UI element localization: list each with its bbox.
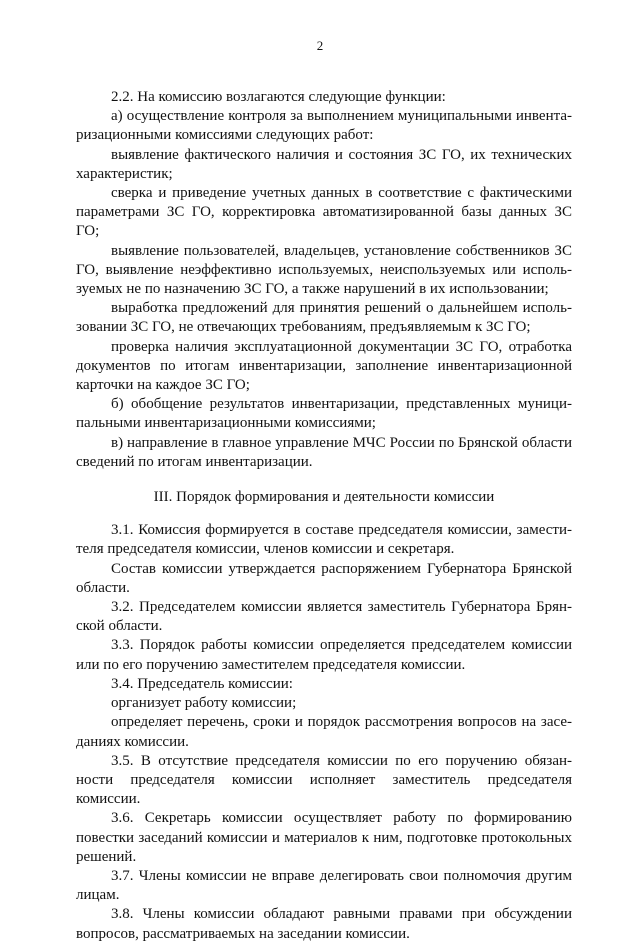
paragraph-3-2: 3.2. Председателем комиссии является заместитель Губернатора Брянской области. — [76, 599, 572, 635]
paragraph-3-3: 3.3. Порядок работы комиссии определяется председателем комиссии или по его поручению заместителем председателя комиссии. — [76, 637, 572, 673]
paragraph-3-6: 3.6. Секретарь комиссии осуществляет работу по формированию повестки заседаний комиссии и материалов к ним, подготовке протокольных решений. — [76, 810, 572, 865]
paragraph-2-2-b: б) обобщение результатов инвентаризации, представленных муниципальными инвентаризационными комиссиями; — [76, 396, 572, 432]
paragraph-2-2-a-item-3: выявление пользователей, владельцев, установление собственников ЗС ГО, выявление неэффективно используемых, неиспользуемых или используемых не по назначению ЗС ГО, а также нарушений в их использовании; — [76, 242, 572, 298]
paragraph-3-7: 3.7. Члены комиссии не вправе делегировать свои полномочия другим лицам. — [76, 867, 572, 904]
paragraph-3-4: 3.4. Председатель комиссии: — [111, 675, 293, 692]
paragraph-2-2-a-item-1: выявление фактического наличия и состояния ЗС ГО, их технических характеристик; — [76, 146, 572, 182]
paragraph-3-8: 3.8. Члены комиссии обладают равными правами при обсуждении вопросов, рассматриваемых на заседании комиссии. — [76, 906, 572, 942]
paragraph-3-5: 3.5. В отсутствие председателя комиссии по его поручению обязанности председателя комиссии исполняет заместитель председателя комиссии. — [76, 752, 572, 808]
paragraph-2-2-a-item-5: проверка наличия эксплуатационной документации ЗС ГО, отработка документов по итогам инвентаризации, заполнение инвентаризационной карточки на каждое ЗС ГО; — [76, 338, 572, 394]
page-number: 2 — [316, 38, 324, 53]
paragraph-2-2: 2.2. На комиссию возлагаются следующие функции: — [111, 89, 446, 105]
paragraph-2-2-v: в) направление в главное управление МЧС России по Брянской области сведений по итогам инвентаризации. — [76, 434, 572, 470]
document-body — [76, 88, 572, 944]
section-3-heading: III. Порядок формирования и деятельности комиссии — [153, 489, 495, 506]
paragraph-3-4-item-1: организует работу комиссии; — [111, 695, 297, 712]
paragraph-2-2-a-item-2: сверка и приведение учетных данных в соответствие с фактическими параметрами ЗС ГО, корректировка автоматизированной базы данных ЗС ГО; — [76, 185, 572, 240]
paragraph-2-2-a: а) осуществление контроля за выполнением муниципальными инвентаризационными комиссиями следующих работ: — [76, 108, 572, 144]
paragraph-3-4-item-2: определяет перечень, сроки и порядок рассмотрения вопросов на заседаниях комиссии. — [76, 714, 572, 750]
paragraph-3-1: 3.1. Комиссия формируется в составе председателя комиссии, заместителя председателя комиссии, членов комиссии и секретаря. — [76, 522, 572, 558]
paragraph-2-2-a-item-4: выработка предложений для принятия решений о дальнейшем использовании ЗС ГО, не отвечающих требованиям, предъявляемым к ЗС ГО; — [76, 300, 572, 336]
paragraph-3-1-composition: Состав комиссии утверждается распоряжением Губернатора Брянской области. — [76, 560, 572, 596]
